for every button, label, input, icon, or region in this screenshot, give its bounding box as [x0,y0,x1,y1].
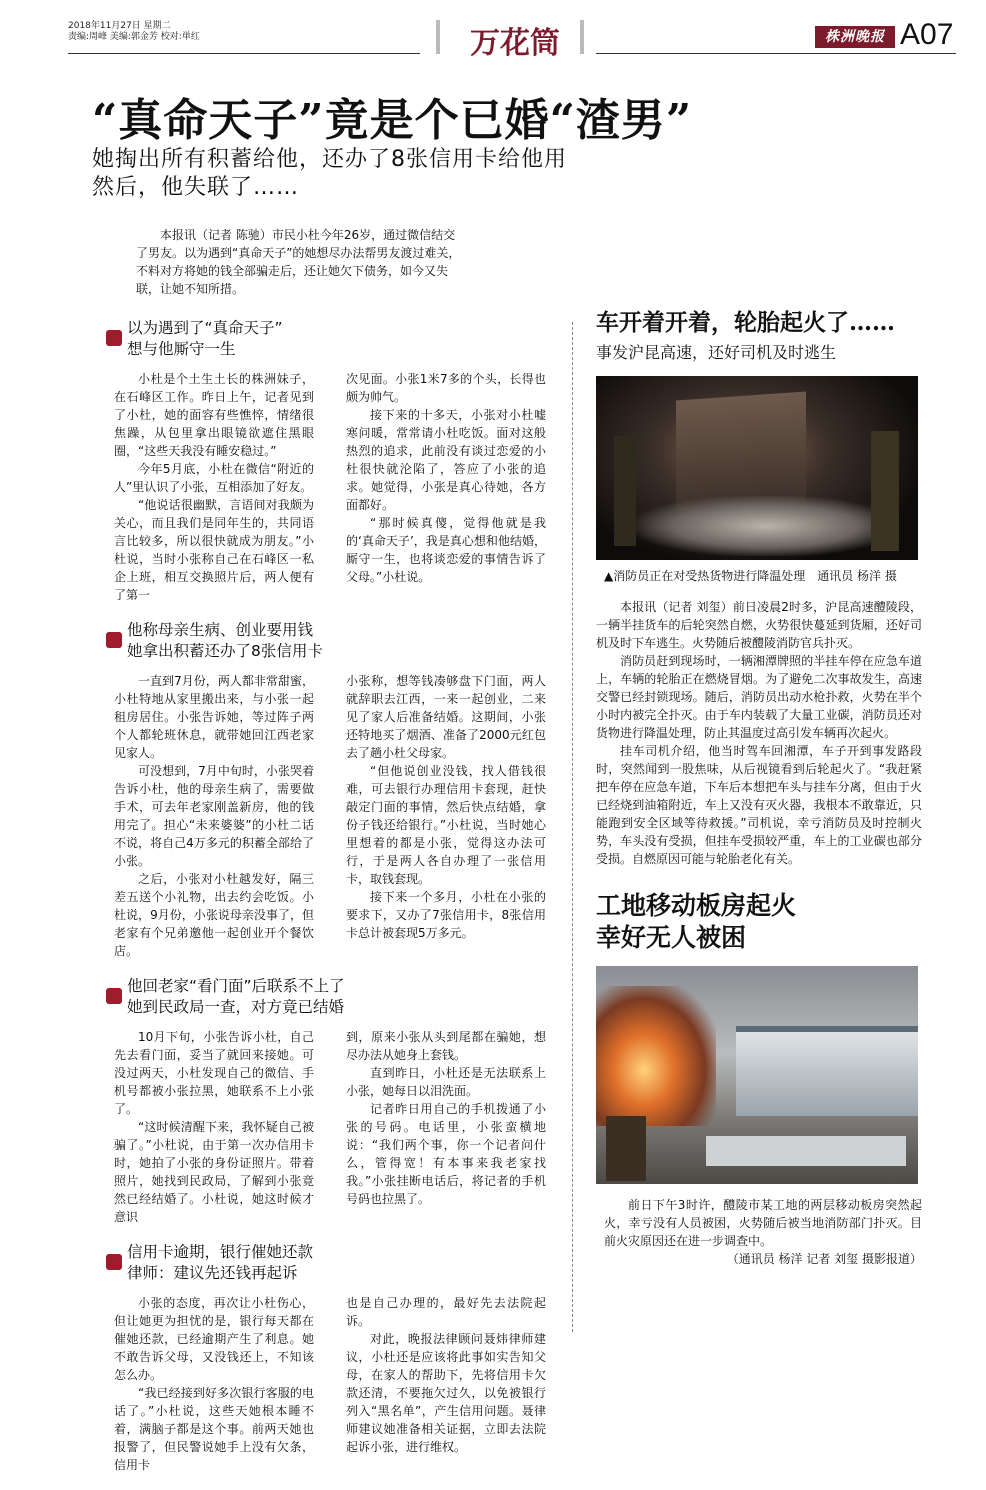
section-heading: 他回老家“看门面”后联系不上了 她到民政局一查，对方竟已结婚 [106,976,546,1018]
truck-photo-caption: ▲消防员正在对受热货物进行降温处理 通讯员 杨洋 摄 [604,569,897,583]
truck-fire-photo [596,376,918,560]
red-marker-icon [106,330,122,346]
section-heading: 信用卡逾期，银行催她还款 律师：建议先还钱再起诉 [106,1242,546,1284]
site-body: 前日下午3时许，醴陵市某工地的两层移动板房突然起火，幸亏没有人员被困，火势随后被当地消防部门扑灭。目前火灾原因还在进一步调查中。 （通讯员 杨洋 记者 刘玺 摄影报道） [604,1198,922,1266]
truck-headline: 车开着开着，轮胎起火了…… [596,309,895,336]
body-column: 到，原来小张从头到尾都在骗她，想尽办法从她身上套钱。 直到昨日，小杜还是无法联系上小张，她每日以泪洗面。 记者昨日用自己的手机拨通了小张的号码。电话里，小张蛮横地说：“我们两个事，你一个记者问什么，管得宽！有本事来我老家找我。”小张挂断电话后，将记者的手机号码也拉黑了。 [346,1030,546,1206]
story-section [106,620,546,960]
body-column: 小张的态度，再次让小杜伤心，但让她更为担忧的是，银行每天都在催她还款，已经逾期产生了利息。她不敢告诉父母，又没钱还上，不知该怎么办。 “我已经接到好多次银行客服的电话了。”小杜说，这些天她根本睡不着，满脑子都是这个事。前两天她也报警了，但民警说她手上没有欠条，信用卡 [114,1296,314,1472]
lead-paragraph: 本报讯（记者 陈驰）市民小杜今年26岁，通过微信结交了男友。以为遇到“真命天子”的她想尽办法帮男友渡过难关，不料对方将她的钱全部骗走后，还让她欠下债务，如今又失联，让她不知所措。 [136,228,461,296]
body-column: 小杜是个土生土长的株洲妹子，在石峰区工作。昨日上午，记者见到了小杜，她的面容有些憔悴，情绪很焦躁，从包里拿出眼镜欲遮住黑眼圈，“这些天我没有睡安稳过。” 今年5月底，小杜在微信“附近的人”里认识了小张，互相添加了好友。 “他说话很幽默，言语间对我颇为关心，而且我们是同年生的，共同语言比较多，所以很快就成为朋友。”小杜说，当时小张称自己在石峰区一私企上班，相互交换照片后，两人便有了第一 [114,372,314,602]
newspaper-logo: 株洲晚报 [815,26,895,48]
story-section [106,318,546,604]
main-headline: “真命天子”竟是个已婚“渣男” [92,95,693,146]
story-section [106,1242,546,1474]
body-column: 次见面。小张1米7多的个头，长得也颇为帅气。 接下来的十多天，小张对小杜嘘寒问暖，常常请小杜吃饭。面对这般热烈的追求，此前没有谈过恋爱的小杜很快就沦陷了，答应了小张的追求。她觉得，小张是真心待她，各方面都好。 “那时候真傻，觉得他就是我的‘真命天子’，我是真心想和他结婚，厮守一生，也将谈恋爱的事情告诉了父母。”小杜说。 [346,372,546,584]
column-divider [572,322,573,1332]
section-heading: 以为遇到了“真命天子” 想与他厮守一生 [106,318,546,360]
body-column: 10月下旬，小张告诉小杜，自己先去看门面，妥当了就回来接她。可没过两天，小杜发现自己的微信、手机号都被小张拉黑，她联系不上小张了。 “这时候清醒下来，我怀疑自己被骗了。”小杜说，由于第一次办信用卡时，她拍了小张的身份证照片。带着照片，她找到民政局，了解到小张竟然已经结婚了。小杜说，她这时候才意识 [114,1030,314,1224]
header-divider [436,20,440,54]
main-subtitle: 她掏出所有积蓄给他，还办了8张信用卡给他用 [92,147,567,172]
issue-meta [68,21,200,43]
body-column: 小张称，想等钱凑够盘下门面，两人就辞职去江西，一来一起创业，二来见了家人后准备结婚。这期间，小张还特地买了烟酒、准备了2000元红包去了趟小杜父母家。 “但他说创业没钱，找人借钱很难，可去银行办理信用卡套现，赶快敲定门面的事情，然后快点结婚，拿份子钱还给银行。”小杜说，当时她心里想着的都是小张，觉得这办法可行，于是两人各自办理了一张信用卡，取钱套现。 接下来一个多月，小杜在小张的要求下，又办了7张信用卡，8张信用卡总计被套现5万多元。 [346,674,546,940]
section-name: 万花筒 [470,26,560,61]
red-marker-icon [106,1254,122,1270]
red-marker-icon [106,632,122,648]
right-column [596,308,922,1268]
story-section [106,976,546,1226]
body-column: 一直到7月份，两人都非常甜蜜，小杜特地从家里搬出来，与小张一起租房居住。小张告诉她，等过阵子两个人都轮班休息，就带她回江西老家见家人。 可没想到，7月中旬时，小张哭着告诉小杜，他的母亲生病了，需要做手术，可去年老家刚盖新房，他的钱用完了。担心“未来婆婆”的小杜二话不说，将自己4万多元的积蓄全部给了小张。 之后，小张对小杜越发好，隔三差五送个小礼物，出去约会吃饭。小杜说，9月份，小张说母亲没事了，但老家有个兄弟邀他一起创业开个餐饮店。 [114,674,314,958]
issue-date: 2018年11月27日 星期二 [68,21,171,31]
main-subtitle: 然后，他失联了…… [92,175,300,200]
main-story-body [106,318,546,1490]
page-number: A07 [900,18,954,51]
section-heading: 他称母亲生病、创业要用钱 她拿出积蓄还办了8张信用卡 [106,620,546,662]
body-column: 也是自己办理的，最好先去法院起诉。 对此，晚报法律顾问聂炜律师建议，小杜还是应该将此事如实告知父母，在家人的帮助下，先将信用卡欠款还清，不要拖欠过久，以免被银行列入“黑名单”，产生信用问题。聂律师建议她准备相关证据，立即去法院起诉小张，进行维权。 [346,1296,546,1454]
truck-body: 本报讯（记者 刘玺）前日凌晨2时多，沪昆高速醴陵段，一辆半挂货车的后轮突然自燃，火势很快蔓延到货厢，还好司机及时下车逃生。火势随后被醴陵消防官兵扑灭。 消防员赶到现场时，一辆湘潭牌照的半挂车停在应急车道上，车辆的轮胎正在燃烧冒烟。为了避免二次事故发生，高速交警已经封锁现场。随后，消防员出动水枪扑救，火势在半个小时内被完全扑灭。由于车内装载了大量工业碳，消防员还对货物进行降温处理，防止其温度过高引发车辆再次起火。 挂车司机介绍，他当时驾车回湘潭，车子开到事发路段时，突然闻到一股焦味，从后视镜看到后轮起火了。“我赶紧把车停在应急车道，下车后本想把车头与挂车分离，但由于火已经烧到油箱附近，车上又没有灭火器，我根本不敢靠近，只能跑到安全区域等待救援。”司机说，幸亏消防员及时控制火势，车头没有受损，但挂车受损较严重，车上的工业碳也部分受损。自燃原因可能与轮胎老化有关。 [596,600,922,866]
header-rule-right [596,53,956,54]
header-rule-left [68,53,420,54]
site-fire-photo [596,966,918,1184]
red-marker-icon [106,988,122,1004]
truck-subtitle: 事发沪昆高速，还好司机及时逃生 [596,343,837,362]
site-credit: （通讯员 杨洋 记者 刘玺 摄影报道） [726,1252,922,1266]
header-divider [580,20,584,54]
staff-credits: 责编:周峰 美编:郭金芳 校对:単红 [68,32,200,42]
site-headline: 工地移动板房起火 幸好无人被困 [596,891,797,952]
